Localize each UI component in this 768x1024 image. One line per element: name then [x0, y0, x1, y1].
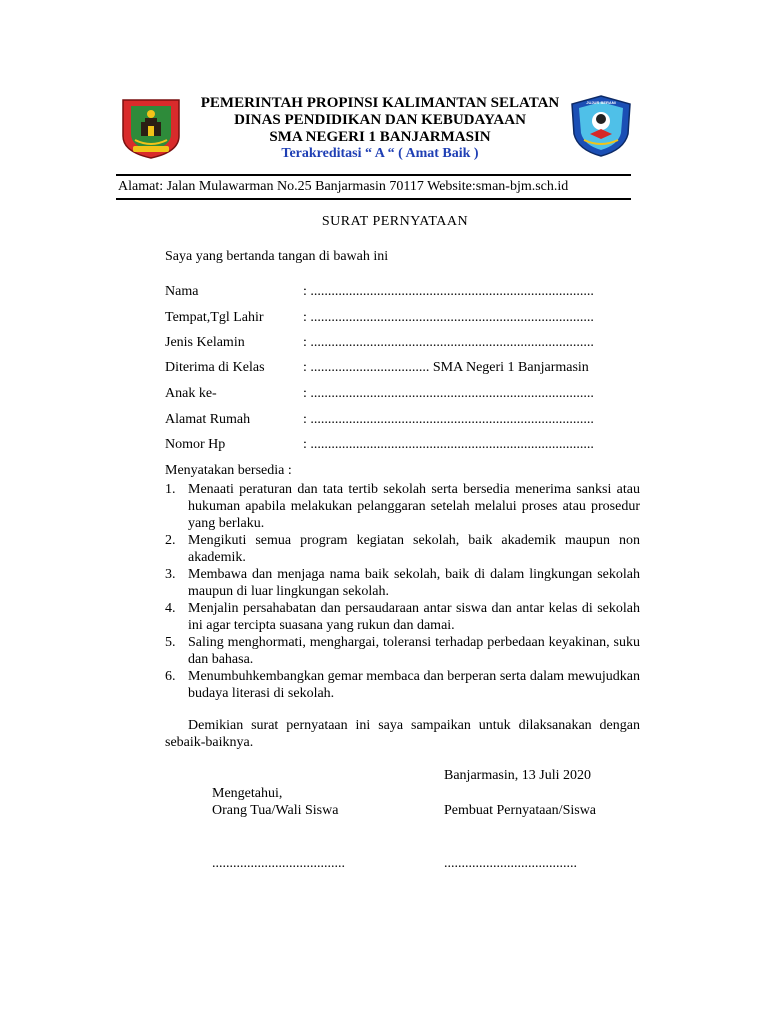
list-item	[165, 532, 640, 566]
list-item-text: Saling menghormati, menghargai, toleransi terhadap perbedaan keyakinan, suku dan bahasa.	[188, 635, 640, 667]
document-title: SURAT PERNYATAAN	[321, 214, 469, 229]
place-date: Banjarmasin, 13 Juli 2020	[444, 768, 591, 783]
list-item-number: 1.	[165, 482, 176, 497]
list-item	[165, 600, 640, 634]
statement-list	[165, 481, 640, 702]
letterhead-line-3: SMA NEGERI 1 BANJARMASIN	[269, 129, 491, 145]
list-item-number: 5.	[165, 635, 176, 650]
list-item-text: Membawa dan menjaga nama baik sekolah, baik di dalam lingkungan sekolah maupun di luar lingkungan sekolah.	[188, 567, 640, 599]
list-item	[165, 481, 640, 532]
list-item-text: Mengikuti semua program kegiatan sekolah, baik akademik maupun non akademik.	[188, 533, 640, 565]
provincial-shield-icon	[119, 96, 183, 160]
accreditation-text: Terakreditasi “ A “ ( Amat Baik )	[281, 146, 479, 161]
address-line: Alamat: Jalan Mulawarman No.25 Banjarmasin 70117 Website:sman-bjm.sch.id	[118, 179, 569, 194]
list-item-number: 3.	[165, 567, 176, 582]
field-value-jenis-kelamin: : .................................................................................	[303, 335, 594, 350]
field-value-nomor-hp: : .................................................................................	[303, 437, 594, 452]
field-label-tempat-tgl-lahir: Tempat,Tgl Lahir	[165, 310, 264, 325]
field-label-jenis-kelamin: Jenis Kelamin	[165, 335, 245, 350]
list-item-number: 4.	[165, 601, 176, 616]
field-label-nomor-hp: Nomor Hp	[165, 437, 226, 452]
letterhead-line-2: DINAS PENDIDIKAN DAN KEBUDAYAAN	[234, 112, 526, 128]
list-item-number: 6.	[165, 669, 176, 684]
field-label-nama: Nama	[165, 284, 199, 299]
field-value-alamat-rumah: : .................................................................................	[303, 412, 594, 427]
header-rule-bottom	[116, 198, 631, 200]
field-label-anak-ke: Anak ke-	[165, 386, 217, 401]
student-signature-label: Pembuat Pernyataan/Siswa	[444, 803, 597, 818]
intro-text: Saya yang bertanda tangan di bawah ini	[165, 249, 389, 264]
statement-intro: Menyatakan bersedia :	[165, 463, 292, 478]
student-signature-line: ......................................	[444, 856, 577, 871]
field-label-alamat-rumah: Alamat Rumah	[165, 412, 251, 427]
letterhead-line-1: PEMERINTAH PROPINSI KALIMANTAN SELATAN	[200, 95, 560, 111]
school-logo	[568, 94, 634, 158]
list-item-text: Menumbuhkembangkan gemar membaca dan berperan serta dalam mewujudkan budaya literasi di sekolah.	[188, 669, 640, 701]
list-item-number: 2.	[165, 533, 176, 548]
list-item	[165, 566, 640, 600]
parent-signature-label: Orang Tua/Wali Siswa	[212, 803, 339, 818]
field-value-anak-ke: : .................................................................................	[303, 386, 594, 401]
closing-text: Demikian surat pernyataan ini saya sampaikan untuk dilaksanakan dengan sebaik-baiknya.	[165, 718, 640, 750]
list-item	[165, 634, 640, 668]
field-value-nama: : .................................................................................	[303, 284, 594, 299]
school-logo-caption: JUJUR BERANI	[586, 100, 616, 105]
list-item	[165, 668, 640, 702]
provincial-logo	[119, 96, 183, 160]
acknowledged-label: Mengetahui,	[212, 786, 283, 801]
list-item-text: Menaati peraturan dan tata tertib sekolah serta bersedia menerima sanksi atau hukuman apabila melakukan pelanggaran setelah melalui proses atau prosedur yang berlaku.	[188, 482, 640, 531]
field-label-diterima-di-kelas: Diterima di Kelas	[165, 360, 265, 375]
field-value-diterima-di-kelas: : .................................. SMA Negeri 1 Banjarmasin	[303, 360, 589, 375]
closing-paragraph	[165, 717, 640, 751]
parent-signature-line: ......................................	[212, 856, 345, 871]
header-rule-top	[116, 174, 631, 176]
list-item-text: Menjalin persahabatan dan persaudaraan antar siswa dan antar kelas di sekolah ini agar tercipta suasana yang rukun dan damai.	[188, 601, 640, 633]
field-value-tempat-tgl-lahir: : .................................................................................	[303, 310, 594, 325]
